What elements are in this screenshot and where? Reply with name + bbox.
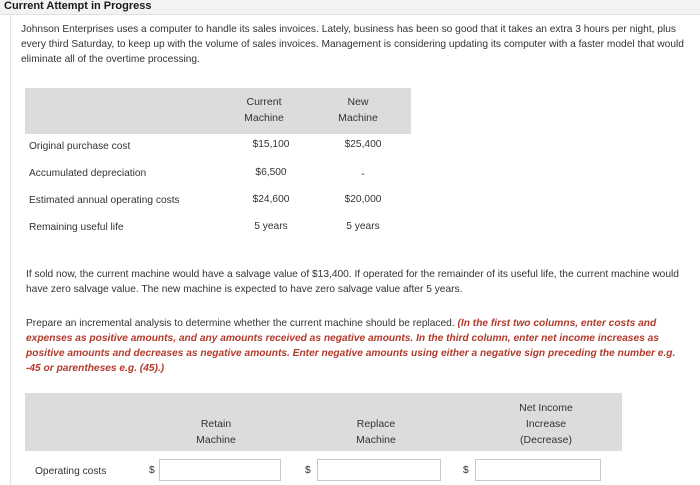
current-operating-costs: $24,600 (252, 194, 290, 205)
current-machine-header (219, 94, 309, 126)
row-label-purchase-cost: Original purchase cost (29, 141, 131, 152)
current-purchase-cost: $15,100 (252, 139, 290, 150)
net-currency-sign: $ (463, 465, 469, 476)
net-income-header (491, 400, 601, 448)
salvage-paragraph: If sold now, the current machine would have a salvage value of $13,400. If operated for the remainder of its useful life, the current machine would have zero salvage value. The new machine is expected to have zero salvage value after 5 years. (26, 269, 679, 295)
attempt-status-title: Current Attempt in Progress (4, 0, 152, 12)
new-machine-header (311, 94, 405, 126)
prepare-text: Prepare an incremental analysis to determine whether the current machine should be replaced. (26, 318, 455, 329)
retain-operating-costs-input[interactable] (159, 459, 281, 481)
net-header-line2: Increase (525, 418, 567, 430)
current-accumulated-depreciation: $6,500 (255, 167, 287, 178)
problem-intro: Johnson Enterprises uses a computer to handle its sales invoices. Lately, business has been so good that it takes an extra 3 hours per night, plus every third Saturday, to keep up with the volume of sales invoices. Management is considering updating its computer with a faster model that would eliminate all of the overtime processing. (21, 24, 684, 65)
current-useful-life: 5 years (254, 221, 288, 232)
new-operating-costs: $20,000 (344, 194, 382, 205)
net-header-line3: (Decrease) (520, 434, 572, 446)
new-header-line1: New (347, 96, 369, 108)
operating-costs-label: Operating costs (35, 466, 107, 477)
replace-operating-costs-input[interactable] (317, 459, 441, 481)
header-bar (0, 0, 700, 15)
replace-machine-header (331, 416, 421, 448)
retain-machine-header (171, 416, 261, 448)
retain-currency-sign: $ (149, 465, 155, 476)
new-header-line2: Machine (338, 112, 378, 124)
instructions-paragraph (26, 316, 686, 376)
current-header-line1: Current (246, 96, 282, 108)
new-useful-life: 5 years (346, 221, 380, 232)
new-purchase-cost: $25,400 (344, 139, 382, 150)
net-operating-costs-input[interactable] (475, 459, 601, 481)
entry-instructions: (In the first two columns, enter costs and expenses as positive amounts, and any amounts received as negative amounts. In the third column, enter net income increases as positive amounts and decreases as negative amounts. Enter negative amounts using either a negative sign preceding the number e.g. -45 or parentheses e.g. (45).) (26, 318, 676, 374)
retain-header-line1: Retain (200, 418, 232, 430)
replace-header-line2: Machine (356, 434, 396, 446)
retain-header-line2: Machine (196, 434, 236, 446)
replace-currency-sign: $ (305, 465, 311, 476)
row-label-accumulated-depreciation: Accumulated depreciation (29, 168, 147, 179)
new-accumulated-depreciation: - (361, 169, 365, 180)
question-content (10, 14, 700, 485)
row-label-useful-life: Remaining useful life (29, 222, 124, 233)
replace-header-line1: Replace (356, 418, 396, 430)
row-label-operating-costs: Estimated annual operating costs (29, 195, 180, 206)
net-header-line1: Net Income (519, 402, 573, 414)
current-header-line2: Machine (244, 112, 284, 124)
